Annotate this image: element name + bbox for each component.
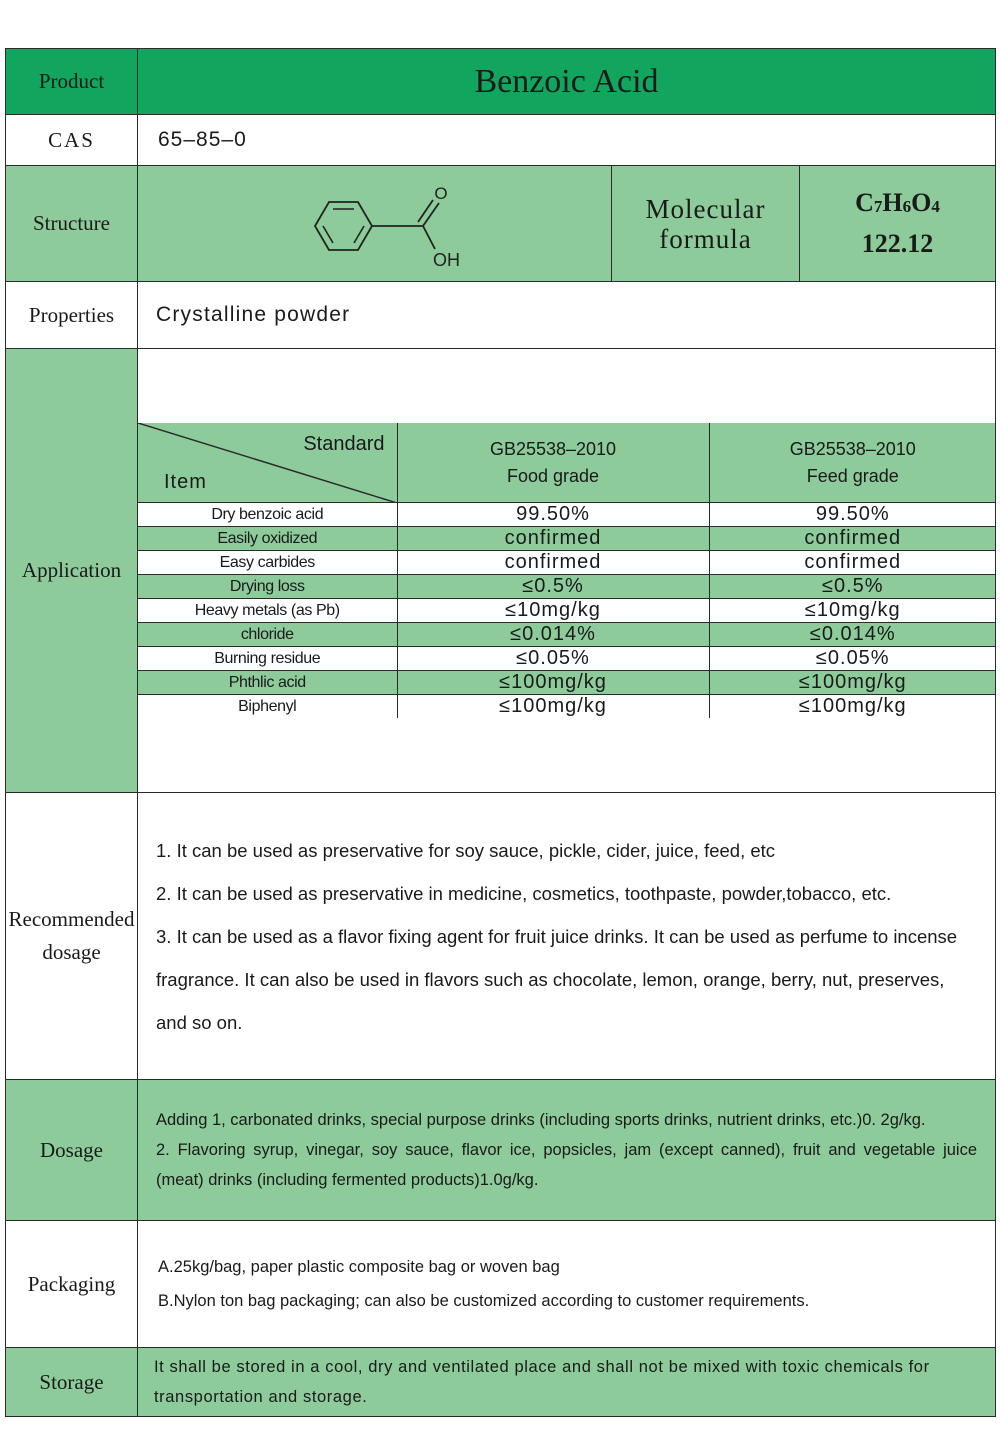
row-food-value: ≤0.5%	[397, 575, 709, 599]
storage-content: It shall be stored in a cool, dry and ventilated place and shall not be mixed with toxic chemicals for transportation and storage.	[138, 1348, 996, 1417]
molecular-formula-label	[612, 166, 800, 282]
header-standard-feed	[709, 423, 996, 503]
properties-label: Properties	[6, 282, 138, 349]
list-item: B.Nylon ton bag packaging; can also be customized according to customer requirements.	[158, 1292, 810, 1310]
mf-label-line1: Molecular	[645, 193, 766, 224]
row-feed-value: ≤0.5%	[709, 575, 996, 599]
packaging-content	[138, 1221, 996, 1348]
table-row	[138, 503, 996, 527]
storage-label: Storage	[6, 1348, 138, 1417]
recommended-dosage-content	[138, 793, 996, 1080]
table-row	[138, 599, 996, 623]
row-feed-value: ≤0.014%	[709, 623, 996, 647]
table-row	[138, 671, 996, 695]
row-food-value: 99.50%	[397, 503, 709, 527]
row-item: Dry benzoic acid	[138, 503, 397, 527]
row-food-value: ≤100mg/kg	[397, 671, 709, 695]
dosage-content	[138, 1080, 996, 1221]
standard-code: GB25538–2010	[789, 438, 916, 459]
dosage-label: Dosage	[6, 1080, 138, 1221]
benzoic-acid-structure-icon	[275, 171, 475, 271]
row-item: Easily oxidized	[138, 527, 397, 551]
cas-value: 65–85–0	[138, 115, 996, 166]
standard-grade: Feed grade	[806, 465, 899, 486]
header-standard-food	[397, 423, 709, 503]
table-row	[138, 623, 996, 647]
product-name: Benzoic Acid	[138, 49, 996, 115]
application-table	[138, 423, 996, 719]
atom-o-label: O	[433, 184, 448, 203]
list-item: 2. Flavoring syrup, vinegar, soy sauce, flavor ice, popsicles, jam (except canned), fruit and vegetable juice (meat) drinks (including fermented products)1.0g/kg.	[156, 1141, 978, 1189]
row-item: Phthlic acid	[138, 671, 397, 695]
packaging-label: Packaging	[6, 1221, 138, 1348]
recommended-label-line2: dosage	[42, 940, 101, 964]
table-row	[138, 575, 996, 599]
application-table-cell	[138, 349, 996, 793]
application-label: Application	[6, 349, 138, 793]
table-row	[138, 527, 996, 551]
table-row	[138, 647, 996, 671]
product-spec-sheet	[5, 48, 996, 1417]
structure-label: Structure	[6, 166, 138, 282]
header-item: Item	[164, 471, 207, 494]
recommended-label-line1: Recommended	[8, 907, 135, 931]
row-feed-value: ≤0.05%	[709, 647, 996, 671]
row-feed-value: 99.50%	[709, 503, 996, 527]
formula-c: C	[855, 188, 874, 217]
standard-grade: Food grade	[506, 465, 600, 486]
row-feed-value: ≤100mg/kg	[709, 671, 996, 695]
row-feed-value: confirmed	[709, 527, 996, 551]
list-item: Adding 1, carbonated drinks, special purpose drinks (including sports drinks, nutrient drinks, etc.)0. 2g/kg.	[156, 1111, 926, 1129]
row-feed-value: confirmed	[709, 551, 996, 575]
row-item: Heavy metals (as Pb)	[138, 599, 397, 623]
header-diagonal-cell	[138, 423, 397, 503]
atom-oh-label: OH	[432, 250, 460, 270]
formula-h: H	[882, 188, 903, 217]
list-item: 1. It can be used as preservative for soy sauce, pickle, cider, juice, feed, etc	[156, 839, 776, 861]
row-item: Drying loss	[138, 575, 397, 599]
row-feed-value: ≤100mg/kg	[709, 695, 996, 719]
list-item: A.25kg/bag, paper plastic composite bag or woven bag	[158, 1258, 560, 1276]
structure-cell	[138, 166, 612, 282]
formula-o: O	[911, 188, 932, 217]
list-item: 2. It can be used as preservative in medicine, cosmetics, toothpaste, powder,tobacco, etc.	[156, 882, 892, 904]
row-food-value: confirmed	[397, 551, 709, 575]
properties-value: Crystalline powder	[138, 282, 996, 349]
row-item: chloride	[138, 623, 397, 647]
formula-o-sub: 4	[931, 197, 940, 216]
row-food-value: ≤0.014%	[397, 623, 709, 647]
row-item: Easy carbides	[138, 551, 397, 575]
recommended-dosage-label	[6, 793, 138, 1080]
mf-label-line2: formula	[659, 223, 752, 254]
header-standard: Standard	[303, 432, 385, 455]
formula-c-sub: 7	[873, 197, 883, 216]
formula	[800, 184, 995, 225]
standard-code: GB25538–2010	[489, 438, 617, 459]
row-item: Biphenyl	[138, 695, 397, 719]
row-feed-value: ≤10mg/kg	[709, 599, 996, 623]
list-item: 3. It can be used as a flavor fixing agent for fruit juice drinks. It can be used as perfume to incense fragrance. It can also be used in flavors such as chocolate, lemon, orange, berry, nut, preserves, and so on.	[156, 925, 958, 1033]
cas-label: CAS	[6, 115, 138, 166]
row-food-value: ≤100mg/kg	[397, 695, 709, 719]
table-row	[138, 551, 996, 575]
molecular-formula-value	[800, 166, 996, 282]
row-food-value: confirmed	[397, 527, 709, 551]
row-food-value: ≤10mg/kg	[397, 599, 709, 623]
formula-h-sub: 6	[902, 197, 912, 216]
product-label: Product	[6, 49, 138, 115]
table-row	[138, 695, 996, 719]
molecular-weight: 122.12	[861, 229, 934, 258]
row-food-value: ≤0.05%	[397, 647, 709, 671]
row-item: Burning residue	[138, 647, 397, 671]
